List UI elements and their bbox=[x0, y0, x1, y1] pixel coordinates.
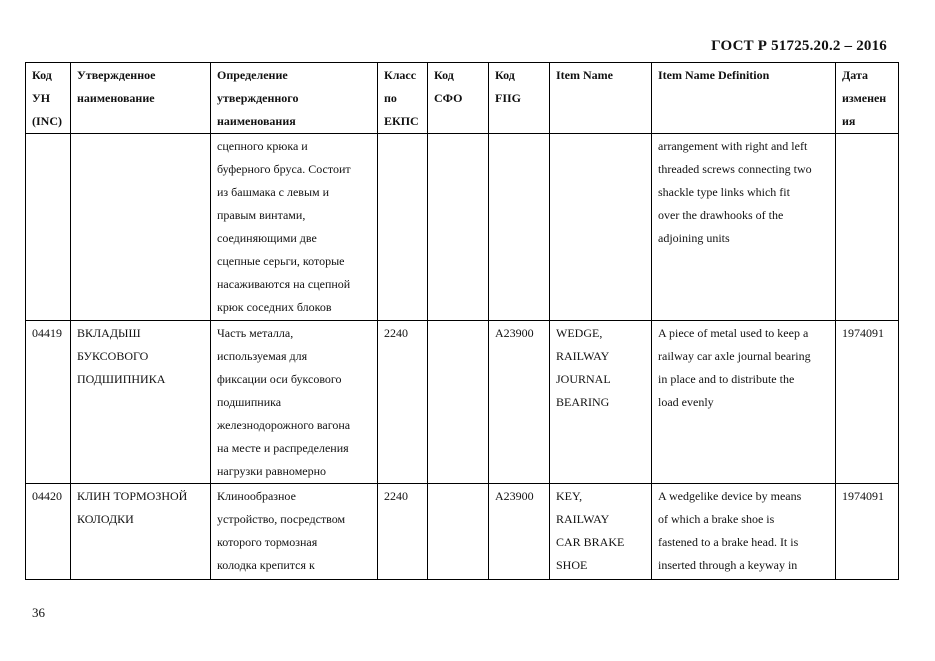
cell-line: WEDGE, bbox=[556, 326, 603, 340]
cell-line: A23900 bbox=[495, 489, 534, 503]
header-line: по bbox=[384, 91, 397, 105]
cell-fiig bbox=[489, 134, 550, 321]
cell-item-name bbox=[550, 321, 652, 484]
cell-line: ВКЛАДЫШ bbox=[77, 326, 141, 340]
cell-line: соединяющими две bbox=[217, 231, 317, 245]
table-row bbox=[26, 484, 899, 580]
header-line: Item Name Definition bbox=[658, 68, 770, 82]
cell-class bbox=[378, 134, 428, 321]
cell-fiig bbox=[489, 484, 550, 580]
cell-inc-code bbox=[26, 484, 71, 580]
cell-date bbox=[836, 484, 899, 580]
header-line: наименование bbox=[77, 91, 155, 105]
header-line: Дата bbox=[842, 68, 868, 82]
cell-line: BEARING bbox=[556, 395, 610, 409]
cell-line: БУКСОВОГО bbox=[77, 349, 149, 363]
cell-inc-code bbox=[26, 321, 71, 484]
cell-definition bbox=[211, 134, 378, 321]
header-approved-name bbox=[71, 63, 211, 134]
cell-date bbox=[836, 134, 899, 321]
cell-line: из башмака с левым и bbox=[217, 185, 330, 199]
cell-inc-code bbox=[26, 134, 71, 321]
header-line: Код bbox=[32, 68, 52, 82]
cell-line: RAILWAY bbox=[556, 512, 610, 526]
cell-line: KEY, bbox=[556, 489, 583, 503]
cell-line: ПОДШИПНИКА bbox=[77, 372, 166, 386]
cell-line: буферного бруса. Состоит bbox=[217, 162, 351, 176]
cell-line: сцепного крюка и bbox=[217, 139, 308, 153]
header-line: Код bbox=[434, 68, 454, 82]
cell-item-definition bbox=[652, 134, 836, 321]
header-class-ekps bbox=[378, 63, 428, 134]
cell-date bbox=[836, 321, 899, 484]
cell-item-definition bbox=[652, 484, 836, 580]
cell-line: правым винтами, bbox=[217, 208, 306, 222]
cell-line: 2240 bbox=[384, 489, 408, 503]
cell-line: JOURNAL bbox=[556, 372, 611, 386]
table-header-row bbox=[26, 63, 899, 134]
cell-line: нагрузки равномерно bbox=[217, 464, 327, 478]
header-change-date bbox=[836, 63, 899, 134]
cell-line: adjoining units bbox=[658, 231, 730, 245]
cell-line: 04420 bbox=[32, 489, 62, 503]
cell-line: КОЛОДКИ bbox=[77, 512, 134, 526]
cell-line: threaded screws connecting two bbox=[658, 162, 812, 176]
cell-line: A wedgelike device by means bbox=[658, 489, 802, 503]
cell-line: Клинообразное bbox=[217, 489, 296, 503]
cell-line: используемая для bbox=[217, 349, 308, 363]
cell-definition bbox=[211, 484, 378, 580]
header-line: (INC) bbox=[32, 114, 62, 128]
cell-definition bbox=[211, 321, 378, 484]
page-number: 36 bbox=[32, 605, 45, 620]
cell-line: A piece of metal used to keep a bbox=[658, 326, 809, 340]
cell-sfo bbox=[428, 484, 489, 580]
cell-line: of which a brake shoe is bbox=[658, 512, 775, 526]
cell-line: железнодорожного вагона bbox=[217, 418, 351, 432]
header-line: наименования bbox=[217, 114, 296, 128]
cell-line: shackle type links which fit bbox=[658, 185, 790, 199]
cell-line: load evenly bbox=[658, 395, 714, 409]
cell-line: railway car axle journal bearing bbox=[658, 349, 811, 363]
header-item-name bbox=[550, 63, 652, 134]
cell-line: SHOE bbox=[556, 558, 588, 572]
cell-line: A23900 bbox=[495, 326, 534, 340]
cell-fiig bbox=[489, 321, 550, 484]
document-title: ГОСТ Р 51725.20.2 – 2016 bbox=[711, 38, 887, 54]
header-code-sfo bbox=[428, 63, 489, 134]
cell-approved-name bbox=[71, 134, 211, 321]
cell-line: которого тормозная bbox=[217, 535, 318, 549]
cell-line: arrangement with right and left bbox=[658, 139, 808, 153]
data-table bbox=[25, 62, 899, 580]
header-line: Item Name bbox=[556, 68, 613, 82]
header-line: УН bbox=[32, 91, 51, 105]
cell-line: over the drawhooks of the bbox=[658, 208, 784, 222]
header-code-un bbox=[26, 63, 71, 134]
cell-approved-name bbox=[71, 321, 211, 484]
header-line: Определение bbox=[217, 68, 288, 82]
cell-line: на месте и распределения bbox=[217, 441, 349, 455]
cell-line: сцепные серьги, которые bbox=[217, 254, 345, 268]
cell-line: 04419 bbox=[32, 326, 62, 340]
cell-item-definition bbox=[652, 321, 836, 484]
header-line: Утвержденное bbox=[77, 68, 156, 82]
header-definition bbox=[211, 63, 378, 134]
cell-class bbox=[378, 484, 428, 580]
header-line: ия bbox=[842, 114, 856, 128]
cell-item-name bbox=[550, 484, 652, 580]
cell-line: насаживаются на сцепной bbox=[217, 277, 351, 291]
cell-line: подшипника bbox=[217, 395, 282, 409]
table-row bbox=[26, 321, 899, 484]
cell-line: RAILWAY bbox=[556, 349, 610, 363]
cell-line: inserted through a keyway in bbox=[658, 558, 798, 572]
cell-class bbox=[378, 321, 428, 484]
cell-line: CAR BRAKE bbox=[556, 535, 625, 549]
table-row bbox=[26, 134, 899, 321]
cell-line: 2240 bbox=[384, 326, 408, 340]
cell-item-name bbox=[550, 134, 652, 321]
cell-line: КЛИН ТОРМОЗНОЙ bbox=[77, 489, 188, 503]
header-line: Класс bbox=[384, 68, 417, 82]
header-line: FIIG bbox=[495, 91, 522, 105]
header-item-name-definition bbox=[652, 63, 836, 134]
cell-line: 1974091 bbox=[842, 326, 884, 340]
header-line: ЕКПС bbox=[384, 114, 419, 128]
cell-line: колодка крепится к bbox=[217, 558, 315, 572]
header-code-fiig bbox=[489, 63, 550, 134]
cell-sfo bbox=[428, 134, 489, 321]
cell-line: in place and to distribute the bbox=[658, 372, 795, 386]
header-line: утвержденного bbox=[217, 91, 299, 105]
cell-line: fastened to a brake head. It is bbox=[658, 535, 799, 549]
cell-approved-name bbox=[71, 484, 211, 580]
cell-sfo bbox=[428, 321, 489, 484]
cell-line: Часть металла, bbox=[217, 326, 294, 340]
cell-line: крюк соседних блоков bbox=[217, 300, 332, 314]
header-line: СФО bbox=[434, 91, 463, 105]
header-line: Код bbox=[495, 68, 515, 82]
cell-line: устройство, посредством bbox=[217, 512, 346, 526]
cell-line: 1974091 bbox=[842, 489, 884, 503]
cell-line: фиксации оси буксового bbox=[217, 372, 342, 386]
header-line: изменен bbox=[842, 91, 887, 105]
